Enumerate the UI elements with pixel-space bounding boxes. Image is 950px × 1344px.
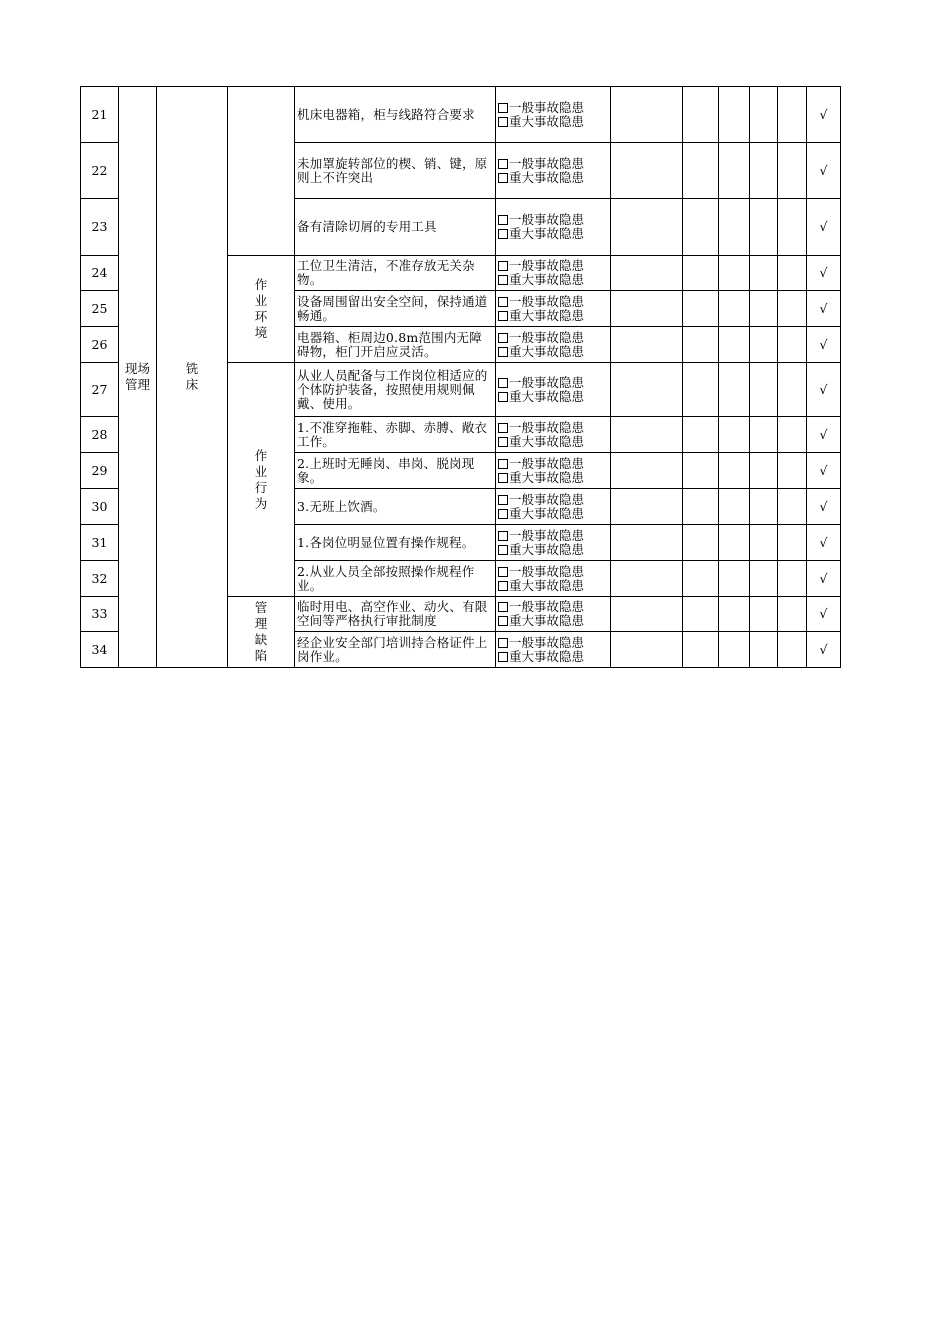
check-mark: √ <box>807 143 841 199</box>
checkbox-icon[interactable] <box>498 602 508 612</box>
blank-cell[interactable] <box>750 87 778 143</box>
blank-cell[interactable] <box>683 256 719 291</box>
major-hazard-option[interactable] <box>498 471 608 485</box>
blank-cell[interactable] <box>778 199 807 256</box>
blank-cell[interactable] <box>611 597 683 632</box>
check-mark: √ <box>807 256 841 291</box>
row-number: 25 <box>81 291 119 327</box>
hazard-options <box>496 256 611 291</box>
item-description: 2.从业人员全部按照操作规程作业。 <box>295 561 496 597</box>
blank-cell[interactable] <box>778 453 807 489</box>
item-description: 未加罩旋转部位的楔、销、键，原则上不许突出 <box>295 143 496 199</box>
option-label: 一般事故隐患 <box>509 634 585 650</box>
checkbox-icon[interactable] <box>498 423 508 433</box>
checkbox-icon[interactable] <box>498 275 508 285</box>
option-label: 重大事故隐患 <box>509 541 585 557</box>
category-label-env: 作业环境 <box>254 277 268 340</box>
blank-cell[interactable] <box>750 256 778 291</box>
checkbox-icon[interactable] <box>498 117 508 127</box>
blank-cell[interactable] <box>778 597 807 632</box>
hazard-options <box>496 363 611 417</box>
blank-cell[interactable] <box>750 597 778 632</box>
checkbox-icon[interactable] <box>498 473 508 483</box>
row-number: 29 <box>81 453 119 489</box>
general-hazard-option[interactable] <box>498 493 608 507</box>
area-cell <box>119 87 157 668</box>
blank-cell[interactable] <box>611 327 683 363</box>
checkbox-icon[interactable] <box>498 103 508 113</box>
hazard-options <box>496 87 611 143</box>
item-description: 2.上班时无睡岗、串岗、脱岗现象。 <box>295 453 496 489</box>
check-mark: √ <box>807 417 841 453</box>
checkbox-icon[interactable] <box>498 159 508 169</box>
general-hazard-option[interactable] <box>498 529 608 543</box>
hazard-options <box>496 489 611 525</box>
blank-cell[interactable] <box>611 363 683 417</box>
blank-cell[interactable] <box>750 363 778 417</box>
hazard-options <box>496 525 611 561</box>
checkbox-icon[interactable] <box>498 261 508 271</box>
option-label: 一般事故隐患 <box>509 258 585 273</box>
blank-cell[interactable] <box>750 632 778 668</box>
item-description: 3.无班上饮酒。 <box>295 489 496 525</box>
blank-cell[interactable] <box>683 143 719 199</box>
row-number: 32 <box>81 561 119 597</box>
checkbox-icon[interactable] <box>498 378 508 388</box>
blank-cell[interactable] <box>750 417 778 453</box>
blank-cell[interactable] <box>719 632 750 668</box>
check-mark: √ <box>807 199 841 256</box>
option-label: 重大事故隐患 <box>509 113 585 129</box>
blank-cell[interactable] <box>778 632 807 668</box>
item-description: 从业人员配备与工作岗位相适应的个体防护装备，按照使用规则佩戴、使用。 <box>295 363 496 417</box>
blank-cell[interactable] <box>719 597 750 632</box>
blank-cell[interactable] <box>683 489 719 525</box>
blank-cell[interactable] <box>611 453 683 489</box>
row-number: 24 <box>81 256 119 291</box>
option-label: 一般事故隐患 <box>509 293 585 309</box>
row-number: 21 <box>81 87 119 143</box>
option-label: 一般事故隐患 <box>509 527 585 543</box>
checkbox-icon[interactable] <box>498 652 508 662</box>
option-label: 一般事故隐患 <box>509 212 585 227</box>
blank-cell[interactable] <box>611 561 683 597</box>
category-cell-behavior <box>228 363 295 597</box>
item-description: 临时用电、高空作业、动火、有限空间等严格执行审批制度 <box>295 597 496 632</box>
blank-cell[interactable] <box>750 143 778 199</box>
blank-cell[interactable] <box>683 327 719 363</box>
row-number: 34 <box>81 632 119 668</box>
blank-cell[interactable] <box>750 291 778 327</box>
blank-cell[interactable] <box>683 453 719 489</box>
hazard-options <box>496 143 611 199</box>
general-hazard-option[interactable] <box>498 376 608 390</box>
general-hazard-option[interactable] <box>498 636 608 650</box>
item-description: 备有清除切屑的专用工具 <box>295 199 496 256</box>
checkbox-icon[interactable] <box>498 311 508 321</box>
row-number: 22 <box>81 143 119 199</box>
item-description: 工位卫生清洁，不准存放无关杂物。 <box>295 256 496 291</box>
blank-cell[interactable] <box>750 199 778 256</box>
general-hazard-option[interactable] <box>498 600 608 614</box>
hazard-options <box>496 291 611 327</box>
hazard-options <box>496 597 611 632</box>
blank-cell[interactable] <box>778 417 807 453</box>
checkbox-icon[interactable] <box>498 173 508 183</box>
option-label: 一般事故隐患 <box>509 155 585 171</box>
option-label: 重大事故隐患 <box>509 169 585 185</box>
major-hazard-option[interactable] <box>498 309 608 323</box>
general-hazard-option[interactable] <box>498 157 608 171</box>
blank-cell[interactable] <box>719 453 750 489</box>
major-hazard-option[interactable] <box>498 345 608 359</box>
blank-cell[interactable] <box>778 291 807 327</box>
row-number: 33 <box>81 597 119 632</box>
blank-cell[interactable] <box>683 199 719 256</box>
general-hazard-option[interactable] <box>498 421 608 435</box>
option-label: 重大事故隐患 <box>509 272 585 287</box>
check-mark: √ <box>807 489 841 525</box>
hazard-options <box>496 453 611 489</box>
hazard-options <box>496 417 611 453</box>
blank-cell[interactable] <box>611 489 683 525</box>
blank-cell[interactable] <box>611 632 683 668</box>
blank-cell[interactable] <box>611 143 683 199</box>
row-number: 30 <box>81 489 119 525</box>
checkbox-icon[interactable] <box>498 567 508 577</box>
blank-cell[interactable] <box>719 417 750 453</box>
checkbox-icon[interactable] <box>498 437 508 447</box>
blank-cell[interactable] <box>778 87 807 143</box>
category-label-behavior: 作业行为 <box>254 447 268 511</box>
general-hazard-option[interactable] <box>498 259 608 273</box>
option-label: 重大事故隐患 <box>509 648 585 664</box>
row-number: 27 <box>81 363 119 417</box>
major-hazard-option[interactable] <box>498 614 608 628</box>
blank-cell[interactable] <box>719 525 750 561</box>
blank-cell[interactable] <box>778 525 807 561</box>
blank-cell[interactable] <box>683 561 719 597</box>
option-label: 重大事故隐患 <box>509 307 585 323</box>
item-description: 机床电器箱，柜与线路符合要求 <box>295 87 496 143</box>
row-number: 28 <box>81 417 119 453</box>
blank-cell[interactable] <box>750 489 778 525</box>
checkbox-icon[interactable] <box>498 459 508 469</box>
major-hazard-option[interactable] <box>498 650 608 664</box>
option-label: 重大事故隐患 <box>509 433 585 449</box>
blank-cell[interactable] <box>611 417 683 453</box>
check-mark: √ <box>807 561 841 597</box>
row-number: 23 <box>81 199 119 256</box>
checkbox-icon[interactable] <box>498 638 508 648</box>
category-cell-env <box>228 256 295 363</box>
item-description: 设备周围留出安全空间，保持通道畅通。 <box>295 291 496 327</box>
equipment-label: 铣床 <box>185 361 199 392</box>
option-label: 重大事故隐患 <box>509 613 585 628</box>
check-mark: √ <box>807 597 841 632</box>
check-mark: √ <box>807 632 841 668</box>
checkbox-icon[interactable] <box>498 531 508 541</box>
check-mark: √ <box>807 291 841 327</box>
option-label: 一般事故隐患 <box>509 455 585 471</box>
blank-cell[interactable] <box>683 417 719 453</box>
hazard-options <box>496 327 611 363</box>
checkbox-icon[interactable] <box>498 215 508 225</box>
checkbox-icon[interactable] <box>498 229 508 239</box>
option-label: 重大事故隐患 <box>509 343 585 359</box>
general-hazard-option[interactable] <box>498 213 608 227</box>
blank-cell[interactable] <box>611 525 683 561</box>
blank-cell[interactable] <box>778 489 807 525</box>
major-hazard-option[interactable] <box>498 171 608 185</box>
blank-cell[interactable] <box>750 453 778 489</box>
category-cell-equipment <box>228 87 295 256</box>
blank-cell[interactable] <box>683 632 719 668</box>
table-row <box>81 87 841 143</box>
blank-cell[interactable] <box>611 87 683 143</box>
option-label: 重大事故隐患 <box>509 469 585 485</box>
option-label: 一般事故隐患 <box>509 563 585 579</box>
blank-cell[interactable] <box>750 561 778 597</box>
blank-cell[interactable] <box>719 87 750 143</box>
major-hazard-option[interactable] <box>498 227 608 241</box>
row-number: 26 <box>81 327 119 363</box>
blank-cell[interactable] <box>750 525 778 561</box>
major-hazard-option[interactable] <box>498 390 608 404</box>
category-cell-mgmt <box>228 597 295 668</box>
row-number: 31 <box>81 525 119 561</box>
blank-cell[interactable] <box>719 143 750 199</box>
major-hazard-option[interactable] <box>498 115 608 129</box>
hazard-options <box>496 199 611 256</box>
hazard-options <box>496 561 611 597</box>
check-mark: √ <box>807 525 841 561</box>
checkbox-icon[interactable] <box>498 392 508 402</box>
blank-cell[interactable] <box>611 199 683 256</box>
option-label: 一般事故隐患 <box>509 374 585 390</box>
general-hazard-option[interactable] <box>498 295 608 309</box>
blank-cell[interactable] <box>750 327 778 363</box>
blank-cell[interactable] <box>683 597 719 632</box>
checkbox-icon[interactable] <box>498 545 508 555</box>
blank-cell[interactable] <box>778 363 807 417</box>
option-label: 一般事故隐患 <box>509 99 585 115</box>
category-label-mgmt: 管理缺陷 <box>254 600 268 663</box>
blank-cell[interactable] <box>778 256 807 291</box>
checkbox-icon[interactable] <box>498 616 508 626</box>
equipment-cell <box>157 87 228 668</box>
checkbox-icon[interactable] <box>498 509 508 519</box>
checkbox-icon[interactable] <box>498 347 508 357</box>
option-label: 重大事故隐患 <box>509 226 585 241</box>
blank-cell[interactable] <box>778 327 807 363</box>
blank-cell[interactable] <box>683 363 719 417</box>
option-label: 一般事故隐患 <box>509 329 585 345</box>
blank-cell[interactable] <box>611 256 683 291</box>
option-label: 一般事故隐患 <box>509 599 585 614</box>
area-label: 现场管理 <box>124 361 150 392</box>
general-hazard-option[interactable] <box>498 101 608 115</box>
major-hazard-option[interactable] <box>498 579 608 593</box>
inspection-table <box>80 86 841 668</box>
hazard-options <box>496 632 611 668</box>
blank-cell[interactable] <box>611 291 683 327</box>
major-hazard-option[interactable] <box>498 507 608 521</box>
item-description: 电器箱、柜周边0.8m范围内无障碍物，柜门开启应灵活。 <box>295 327 496 363</box>
blank-cell[interactable] <box>719 256 750 291</box>
check-mark: √ <box>807 363 841 417</box>
blank-cell[interactable] <box>683 525 719 561</box>
check-mark: √ <box>807 87 841 143</box>
checkbox-icon[interactable] <box>498 495 508 505</box>
general-hazard-option[interactable] <box>498 565 608 579</box>
blank-cell[interactable] <box>778 143 807 199</box>
option-label: 重大事故隐患 <box>509 577 585 593</box>
major-hazard-option[interactable] <box>498 435 608 449</box>
item-description: 1.各岗位明显位置有操作规程。 <box>295 525 496 561</box>
blank-cell[interactable] <box>719 291 750 327</box>
check-mark: √ <box>807 453 841 489</box>
blank-cell[interactable] <box>683 87 719 143</box>
blank-cell[interactable] <box>719 199 750 256</box>
checkbox-icon[interactable] <box>498 333 508 343</box>
major-hazard-option[interactable] <box>498 273 608 287</box>
blank-cell[interactable] <box>719 489 750 525</box>
major-hazard-option[interactable] <box>498 543 608 557</box>
general-hazard-option[interactable] <box>498 331 608 345</box>
general-hazard-option[interactable] <box>498 457 608 471</box>
check-mark: √ <box>807 327 841 363</box>
blank-cell[interactable] <box>719 561 750 597</box>
blank-cell[interactable] <box>683 291 719 327</box>
checkbox-icon[interactable] <box>498 581 508 591</box>
item-description: 1.不准穿拖鞋、赤脚、赤膊、敞衣工作。 <box>295 417 496 453</box>
option-label: 一般事故隐患 <box>509 419 585 435</box>
blank-cell[interactable] <box>719 363 750 417</box>
option-label: 一般事故隐患 <box>509 491 585 507</box>
blank-cell[interactable] <box>778 561 807 597</box>
option-label: 重大事故隐患 <box>509 388 585 404</box>
checkbox-icon[interactable] <box>498 297 508 307</box>
item-description: 经企业安全部门培训持合格证件上岗作业。 <box>295 632 496 668</box>
option-label: 重大事故隐患 <box>509 505 585 521</box>
blank-cell[interactable] <box>719 327 750 363</box>
